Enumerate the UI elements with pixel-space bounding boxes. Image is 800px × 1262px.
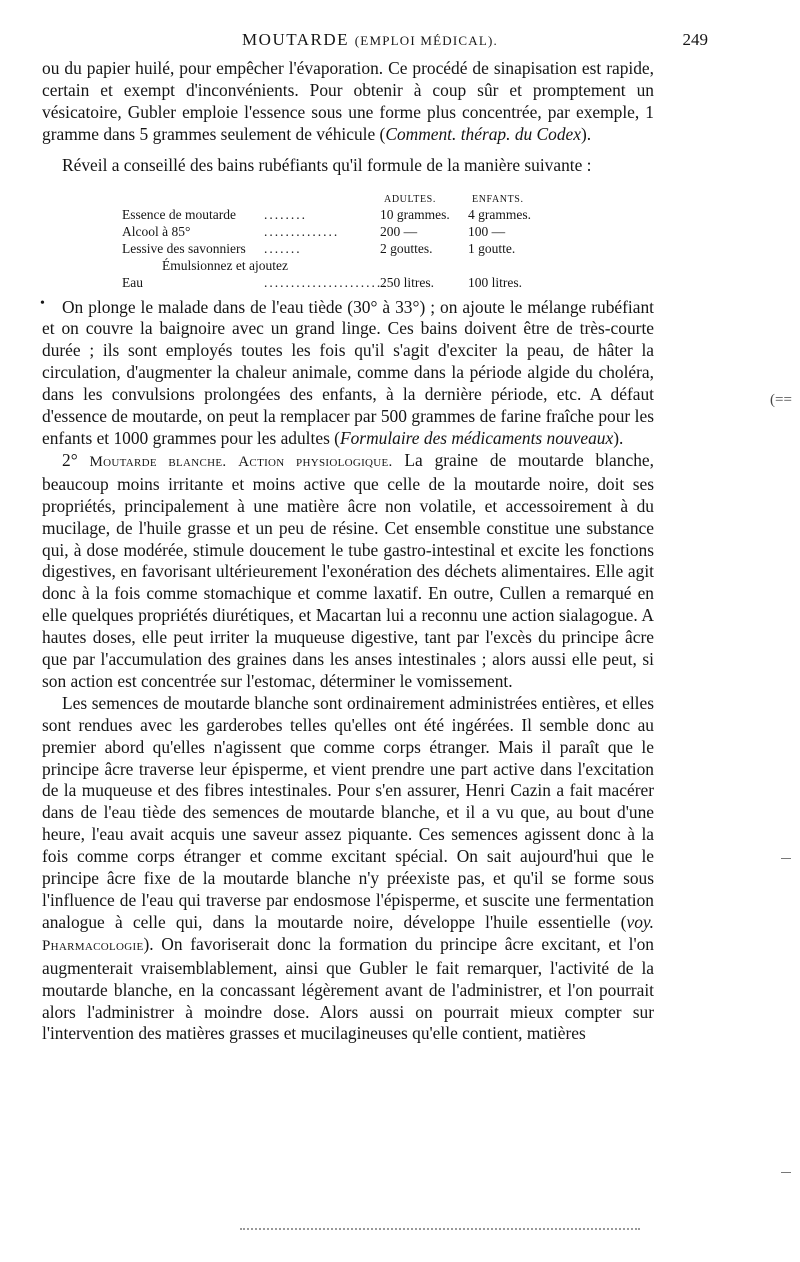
margin-tick <box>781 858 791 859</box>
stray-ink-mark: • <box>40 296 45 311</box>
recipe-col-children: ENFANTS. <box>472 193 524 205</box>
margin-annotation-mark: (== <box>770 392 792 408</box>
recipe-ingredient: Essence de moutarde <box>122 206 236 222</box>
paragraph-5 <box>42 693 654 1046</box>
paragraph-3-end: ). <box>613 427 624 448</box>
paragraph-5-text: Les semences de moutarde blanche sont ordinairement administrées entières, et elles sont rendues avec les garderobes telles qu'elles ont été ingérées. Il semble donc au premier abord qu'elles n'agissent que comme corps étranger. Mais il paraît que le principe âcre traverse leur épisperme, et vient prendre une part active dans l'excitation de la muqueuse et des fibres intestinales. Pour s'en assurer, Henri Cazin a fait macérer dans de l'eau tiède des semences de moutarde blanche, et il a vu que, au bout d'une heure, l'eau avait acquis une saveur assez piquante. Ces semences agissent donc à la fois comme corps étranger et comme excitant spécial. On sait aujourd'hui que le principe âcre fixe de la moutarde blanche n'y préexiste pas, et qu'il se forme sous l'influence de l'eau qui traverse par endosmose l'épisperme, et suscite une fermentation analogue à celle qui, dans la moutarde noire, développe l'huile essentielle ( <box>42 692 654 932</box>
recipe-leader-dots: ....................... <box>264 274 388 290</box>
paragraph-4-text: La graine de moutarde blanche, beaucoup moins irritante et moins active que celle de la moutarde noire, doit ses propriétés, principalement à une matière âcre non volatile, et accessoirement à du mucilage, de l'huile grasse et un peu de résine. Cet ensemble constitue une substance qui, à dose modérée, stimule doucement le tube gastro-intestinal et excite les fonctions digestives, en favorisant ultérieurement l'exonération des déchets alimentaires. Elle agit donc à la fois comme stomachique et comme laxatif. En outre, Cullen a remarqué en elle quelques propriétés diurétiques, et Macartan lui a reconnu une action sialagogue. A hautes doses, elle peut irriter la muqueuse digestive, tant par l'excès du principe âcre que par l'accumulation des graines dans les anses intestinales ; alors aussi elle peut, si son action est concentrée sur l'estomac, déterminer le vomissement. <box>42 449 654 691</box>
header-title <box>40 30 700 50</box>
running-header <box>40 30 708 52</box>
recipe-ingredient: Lessive des savonniers <box>122 240 246 256</box>
recipe-ingredient: Alcool à 85° <box>122 223 191 239</box>
recipe-children-dose: 4 grammes. <box>468 206 531 222</box>
header-subtitle: (EMPLOI MÉDICAL). <box>354 33 498 48</box>
paragraph-1 <box>42 58 654 146</box>
recipe-adults-dose: 250 litres. <box>380 274 434 290</box>
margin-tick <box>781 1172 791 1173</box>
recipe-row <box>122 206 582 223</box>
section-subheading: Action physiologique. <box>238 453 393 470</box>
paragraph-1-end: ). <box>580 123 592 144</box>
recipe-children-dose: 1 goutte. <box>468 240 516 256</box>
paragraph-3-citation: Formulaire des médicaments nouveaux <box>339 427 614 448</box>
page-number: 249 <box>682 30 708 49</box>
recipe-adults-dose: 10 grammes. <box>380 206 450 222</box>
recipe-row <box>122 274 582 291</box>
recipe-children-dose: 100 — <box>468 223 506 239</box>
paragraph-1-text: ou du papier huilé, pour empêcher l'évaporation. Ce procédé de sinapisation est rapide, certain et exempt d'inconvénients. Pour obtenir à coup sûr et promptement un vésicatoire, Gubler emploie l'essence sous une forme plus concentrée, par exemple, 1 gramme dans 5 grammes seulement de véhicule ( <box>42 58 654 144</box>
footer-scan-noise <box>240 1228 640 1236</box>
recipe-children-dose: 100 litres. <box>468 274 522 290</box>
recipe-col-adults: ADULTES. <box>384 193 436 205</box>
recipe-row <box>122 223 582 240</box>
recipe-ingredient: Eau <box>122 274 143 290</box>
recipe-leader-dots: ....... <box>264 240 302 256</box>
paragraph-5-crossref: Pharmacologie <box>42 937 144 954</box>
recipe-leader-dots: .............. <box>264 223 340 239</box>
body-text <box>42 58 654 1045</box>
paragraph-3 <box>42 297 654 450</box>
paragraph-1-citation: Comment. thérap. du Codex <box>385 123 581 144</box>
paragraph-5-voy: voy. <box>626 911 654 932</box>
recipe-note: Émulsionnez et ajoutez <box>162 257 288 273</box>
section-number: 2° <box>62 449 78 470</box>
recipe-row <box>122 240 582 257</box>
paragraph-3-text: On plonge le malade dans de l'eau tiède (30° à 33°) ; on ajoute le mélange rubéfiant et on couvre la baignoire avec un grand linge. Ces bains doivent être de très-courte durée ; ils sont employés toutes les fois qu'il s'agit d'exciter la peau, de hâter la circulation, d'augmenter la chaleur animale, comme dans la période algide du choléra, dans les convulsions prolongées des enfants, à la dernière période, etc. A défaut d'essence de moutarde, on peut la remplacer par 500 grammes de farine fraîche pour les enfants et 1000 grammes pour les adultes ( <box>42 296 654 448</box>
paragraph-5-text-continued: ). On favoriserait donc la formation du principe âcre excitant, et l'on augmenterait vraisemblablement, ainsi que Gubler le fait remarquer, l'activité de la moutarde blanche, en la concassant légèrement avant de l'administrer, et l'on pourrait alors l'administrer à moindre dose. Alors aussi on pourrait mieux compter sur l'intervention des matières grasses et mucilagineuses qu'elle contient, matières <box>42 933 654 1044</box>
recipe-header <box>122 191 582 206</box>
section-heading: Moutarde blanche. <box>89 453 227 470</box>
recipe-table <box>122 191 582 291</box>
paragraph-4 <box>42 450 654 693</box>
recipe-adults-dose: 200 — <box>380 223 418 239</box>
recipe-leader-dots: ........ <box>264 206 307 222</box>
paragraph-2: Réveil a conseillé des bains rubéfiants qu'il formule de la manière suivante : <box>62 154 592 175</box>
recipe-adults-dose: 2 gouttes. <box>380 240 433 256</box>
header-title-main: MOUTARDE <box>242 30 350 49</box>
